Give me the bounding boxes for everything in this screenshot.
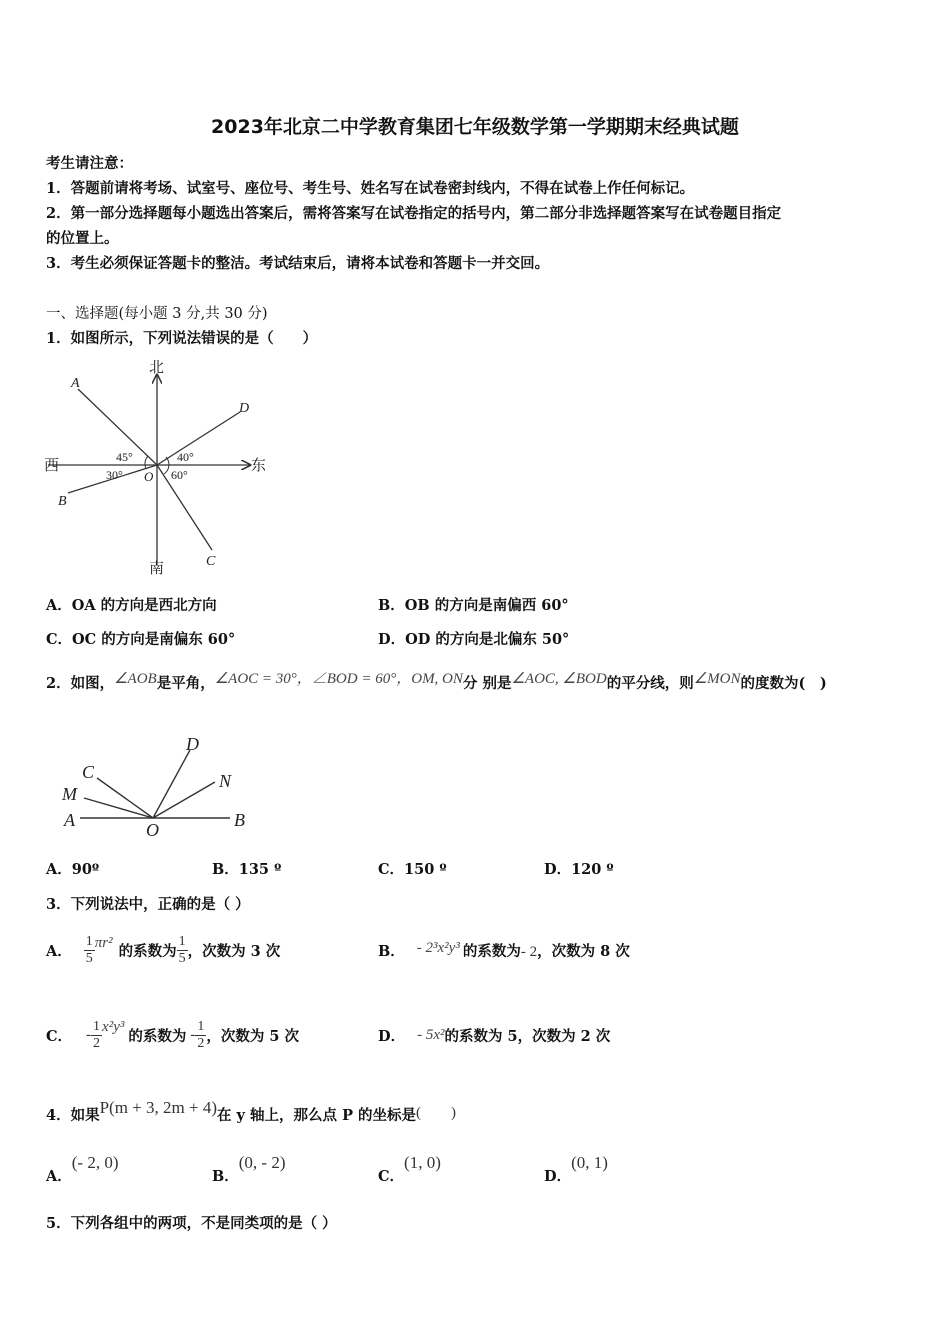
ray-od: [157, 412, 240, 465]
question-1-stem: 1．如图所示，下列说法错误的是（ ）: [46, 330, 318, 347]
notice-item: 3．考生必须保证答题卡的整洁。考试结束后，请将本试卷和答题卡一并交回。: [46, 255, 550, 272]
label-o: O: [144, 469, 154, 484]
label-east: 东: [251, 458, 267, 474]
label-b: B: [234, 810, 245, 830]
label-m: M: [62, 784, 77, 804]
label-c: C: [82, 762, 95, 782]
option-d[interactable]: D． (0, 1): [544, 1153, 608, 1185]
option-c[interactable]: C． (1, 0): [378, 1153, 441, 1185]
label-a: A: [64, 810, 75, 830]
label-west: 西: [44, 458, 60, 474]
option-d[interactable]: D． - 5x² 的系数为 5，次数为 2 次: [378, 1026, 611, 1045]
option-a[interactable]: A． $\frac{1}{5}$ πr² 的系数为 $\frac{1}{5}$ ，次数为 3 次: [46, 933, 281, 966]
angle-30: 30°: [106, 468, 123, 482]
angle-60: 60°: [171, 468, 188, 482]
question-5-stem: 5．下列各组中的两项，不是同类项的是（ ）: [46, 1215, 337, 1232]
page-title: 2023年北京二中学教育集团七年级数学第一学期期末经典试题: [211, 116, 739, 138]
label-n: N: [219, 771, 232, 791]
section-heading: 一、选择题(每小题 3 分,共 30 分): [46, 306, 268, 322]
angle-40: 40°: [177, 450, 194, 464]
label-c: C: [206, 554, 216, 569]
compass-figure: [40, 355, 280, 580]
option-b[interactable]: B．135 º: [212, 861, 282, 878]
notice-heading: 考生请注意：: [46, 155, 133, 172]
question-2-stem: 2．如图，∠AOB是平角，∠AOC = 30°，∠BOD = 60°，OM, ON分 别是∠AOC, ∠BOD的平分线，则∠MON的度数为( ): [46, 671, 827, 692]
option-c[interactable]: C． - $\frac{1}{2}$ x²y³ 的系数为 - $\frac{1}{2}$ ，次数为 5 次: [46, 1018, 300, 1051]
option-d[interactable]: D．120 º: [544, 861, 614, 878]
option-c[interactable]: C．150 º: [378, 861, 447, 878]
option-d[interactable]: D．OD 的方向是北偏东 50°: [378, 631, 570, 648]
notice-item: 的位置上。: [46, 230, 119, 247]
label-south: 南: [149, 561, 165, 577]
label-b: B: [58, 494, 67, 509]
option-b[interactable]: B． - 2³x²y³ 的系数为 - 2 ，次数为 8 次: [378, 939, 630, 960]
ray-oc: [97, 778, 153, 818]
ray-om: [84, 798, 153, 818]
label-d: D: [239, 401, 250, 416]
label-o: O: [146, 820, 159, 840]
angle-45: 45°: [116, 450, 133, 464]
label-north: 北: [149, 360, 165, 376]
label-d: D: [186, 734, 199, 754]
option-a[interactable]: A． (- 2, 0): [46, 1153, 119, 1185]
option-b[interactable]: B． (0, - 2): [212, 1153, 286, 1185]
notice-item: 1．答题前请将考场、试室号、座位号、考生号、姓名写在试卷密封线内，不得在试卷上作任何标记。: [46, 180, 695, 197]
question-4-stem: 4．如果 P(m + 3, 2m + 4) 在 y 轴上，那么点 P 的坐标是 ( ): [46, 1098, 457, 1124]
angle-figure: [58, 730, 258, 842]
option-a[interactable]: A．90º: [46, 861, 100, 878]
notice-item: 2．第一部分选择题每小题选出答案后，需将答案写在试卷指定的括号内，第二部分非选择题答案写在试卷题目指定: [46, 205, 782, 222]
option-c[interactable]: C．OC 的方向是南偏东 60°: [46, 631, 236, 648]
label-a: A: [71, 376, 80, 391]
question-3-stem: 3．下列说法中，正确的是（ ）: [46, 896, 250, 913]
option-a[interactable]: A．OA 的方向是西北方向: [46, 597, 217, 614]
option-b[interactable]: B．OB 的方向是南偏西 60°: [378, 597, 569, 614]
